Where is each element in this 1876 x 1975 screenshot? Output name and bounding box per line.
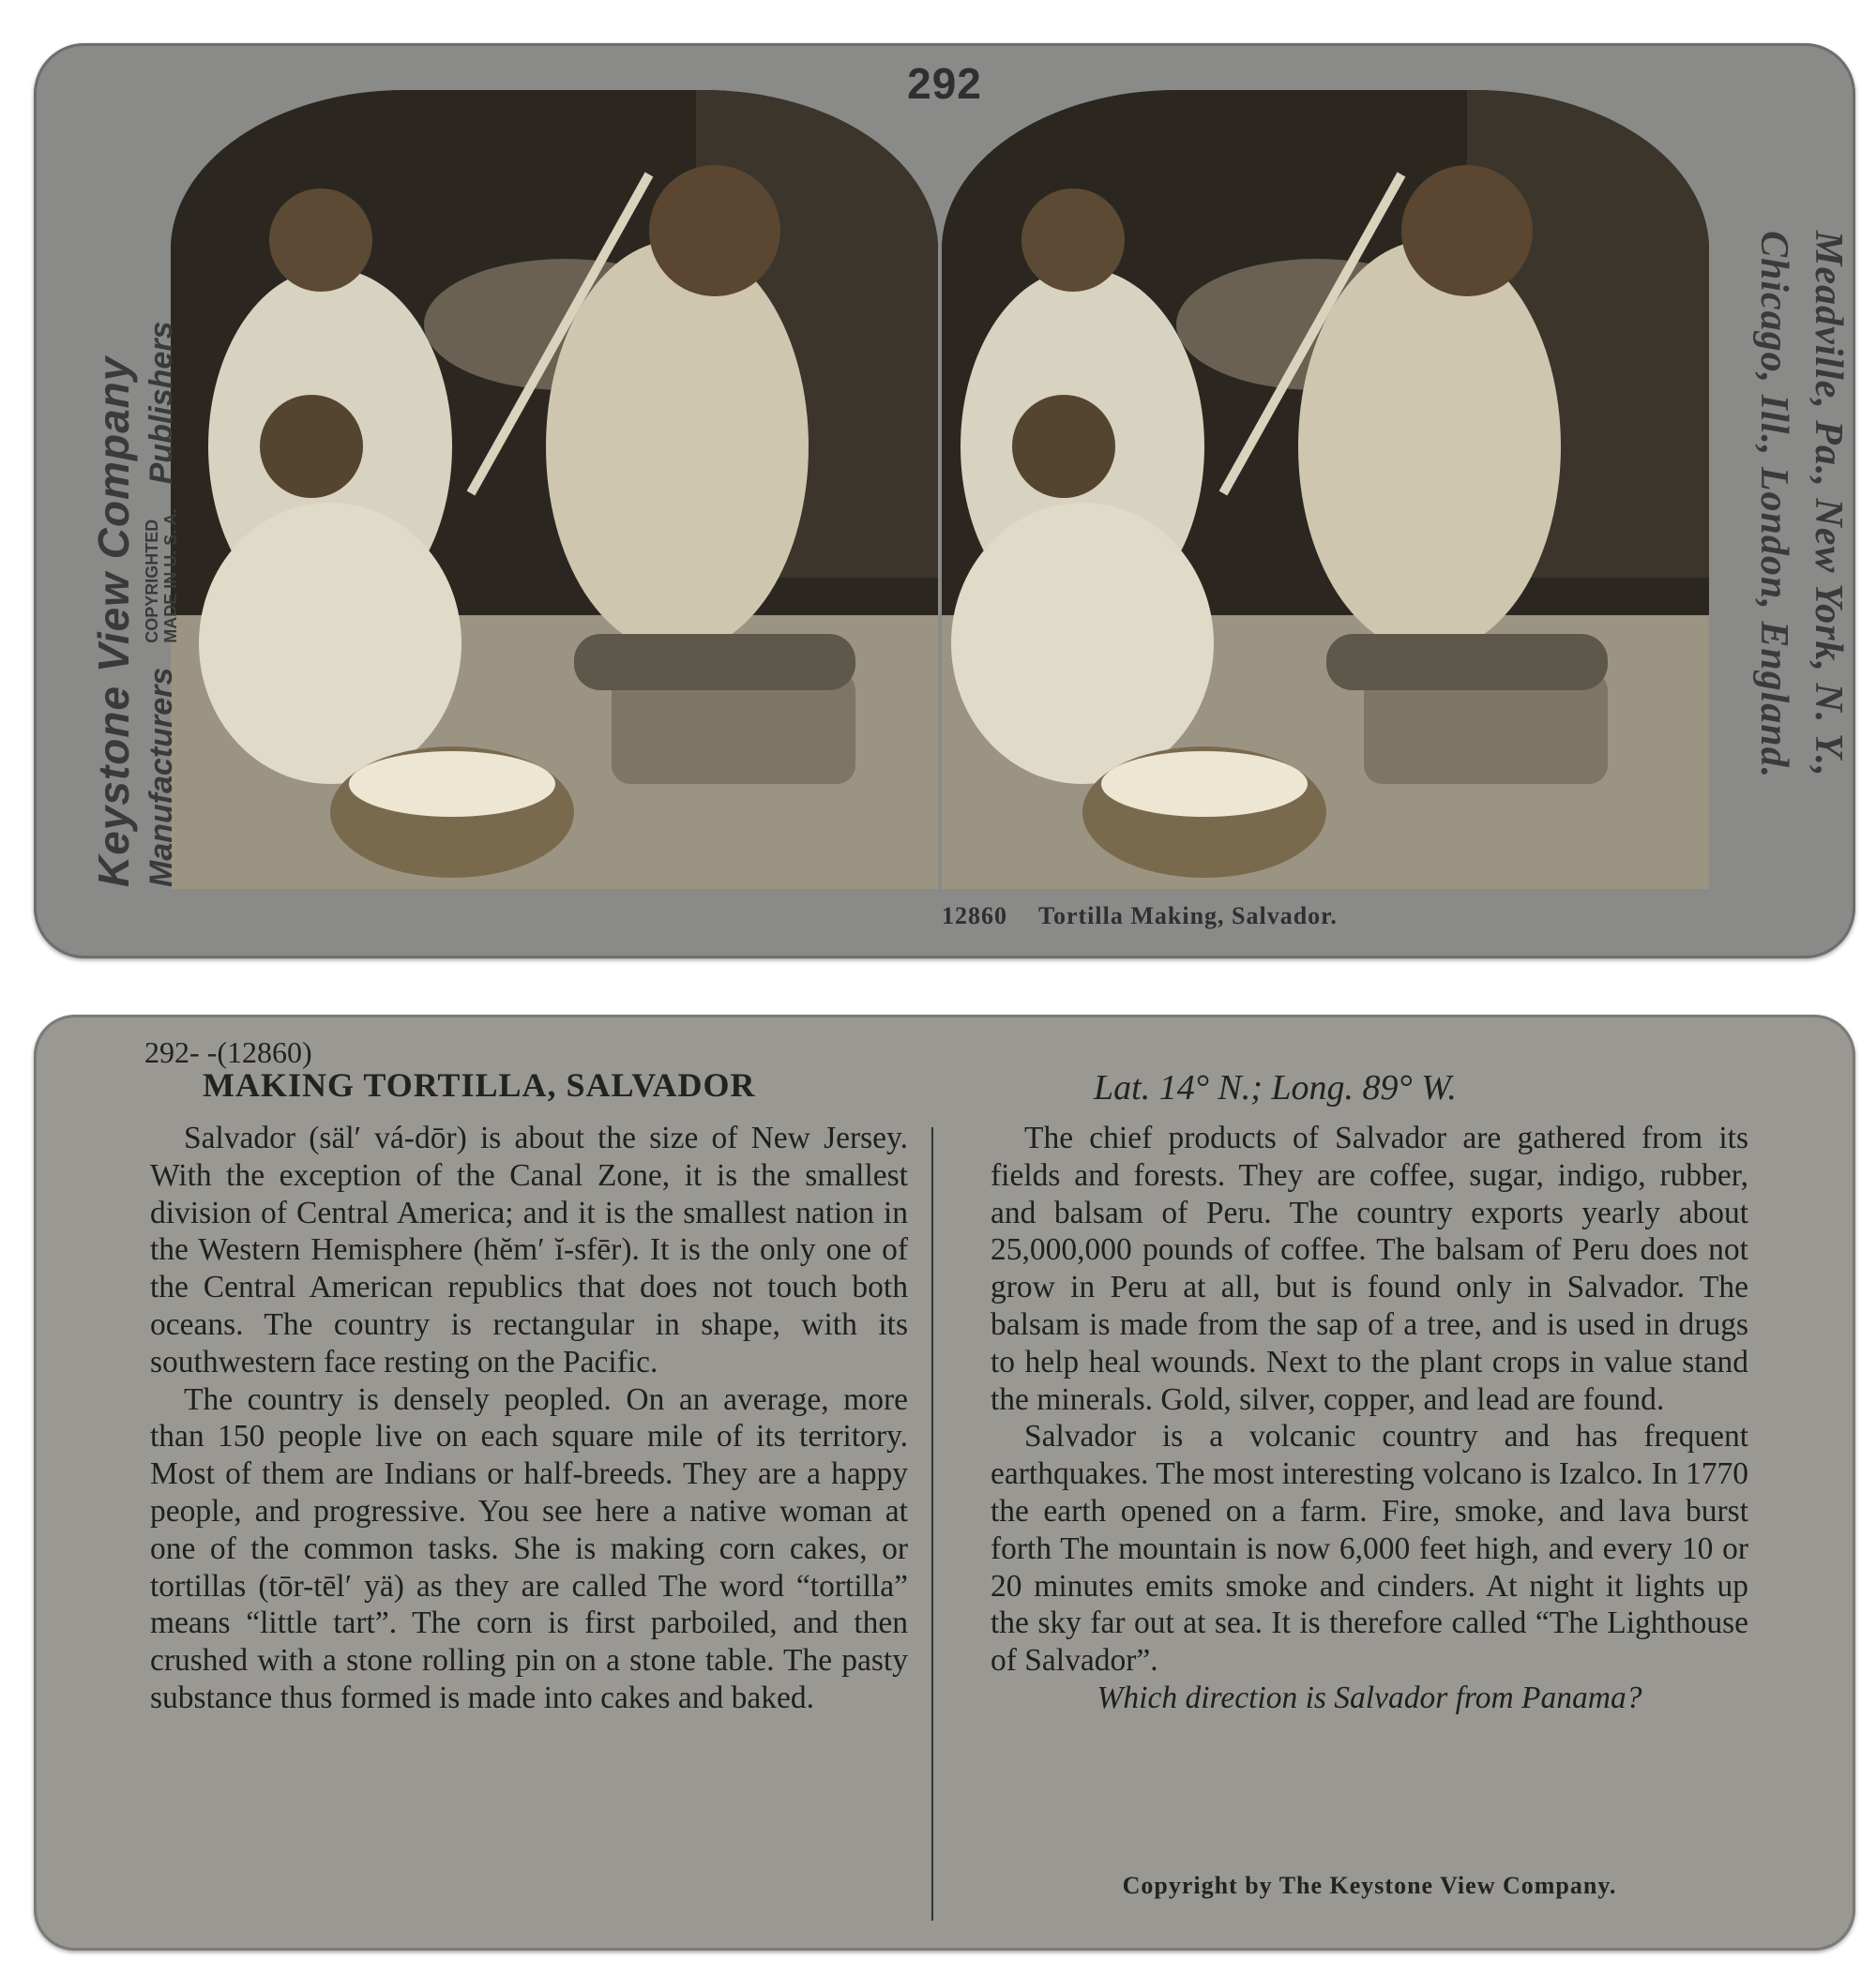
stereo-photo-left	[171, 90, 938, 889]
paragraph: Salvador is a volcanic country and has frequent earthquakes. The most interesting volcano is Izalco. In 1770 the earth opened on a farm. Fire, smoke, and lava burst forth The mountain is now 6,000 feet high, and every 10 or 20 minutes emits smoke and cinders. At night it lights up the sky far out at sea. It is therefore called “The Lighthouse of Salvador”.	[991, 1419, 1748, 1679]
column-divider	[931, 1127, 933, 1921]
publishers-label: Publishers	[143, 321, 179, 485]
text-column-right	[991, 1120, 1748, 1717]
publisher-locations-right	[1747, 231, 1855, 943]
photo-caption	[942, 902, 1338, 930]
copyright-line: Copyright by The Keystone View Company.	[1122, 1872, 1617, 1899]
coordinates: Lat. 14° N.; Long. 89° W.	[1094, 1068, 1457, 1108]
card-reference: 292- -(12860)	[144, 1035, 312, 1069]
manufacturers-label: Manufacturers	[143, 667, 179, 887]
publisher-imprint-left	[88, 137, 180, 887]
tortilla-making-photo	[171, 90, 938, 889]
made-in-label: MADE IN U. S. A.	[161, 508, 180, 643]
text-column-left	[150, 1120, 908, 1717]
stereoview-back-card	[34, 1015, 1855, 1951]
caption-title: Tortilla Making, Salvador.	[1038, 902, 1338, 929]
locations-line-1: Meadville, Pa., New York, N. Y.,	[1807, 231, 1850, 777]
copyrighted-label: COPYRIGHTED	[143, 519, 161, 643]
caption-number: 12860	[942, 902, 1007, 929]
paragraph: Salvador (säl′ vá-dōr) is about the size of New Jersey. With the exception of the Canal Zone, it is the smallest division of Central America; and it is the smallest nation in the Western Hemisphere (hĕm′ ĭ-sfēr). It is the only one of the Central American republics that does not touch both oceans. The country is rectangular in shape, with its southwestern face resting on the Pacific.	[150, 1121, 908, 1379]
card-number: 292	[907, 59, 982, 108]
paragraph: The chief products of Salvador are gathered from its fields and forests. They are coffee, sugar, indigo, rubber, and balsam of Peru. The country exports yearly about 25,000,000 pounds of coffee. The balsam of Peru does not grow in Peru at all, but is found only in Salvador. The balsam is made from the sap of a tree, and is used in drugs to help heal wounds. Next to the plant crops in value stand the minerals. Gold, silver, copper, and lead are found.	[991, 1121, 1748, 1417]
back-title: MAKING TORTILLA, SALVADOR	[203, 1066, 756, 1104]
locations-line-2: Chicago, Ill., London, England.	[1752, 231, 1795, 779]
company-name: Keystone View Company	[89, 355, 138, 887]
tortilla-making-photo	[942, 90, 1709, 889]
paragraph: The country is densely peopled. On an average, more than 150 people live on each square mile of its territory. Most of them are Indians or half-breeds. They are a happy people, and progressive. You see here a native woman at one of the common tasks. She is making corn cakes, or tortillas (tōr-tēl′ yä) as they are called The word “tortilla” means “little tart”. The corn is first parboiled, and then crushed with a stone rolling pin on a stone table. The pasty substance thus formed is made into cakes and baked.	[150, 1381, 908, 1715]
stereo-photo-right	[942, 90, 1709, 889]
stereoview-front-card	[34, 43, 1855, 958]
study-question: Which direction is Salvador from Panama?	[1097, 1680, 1642, 1715]
